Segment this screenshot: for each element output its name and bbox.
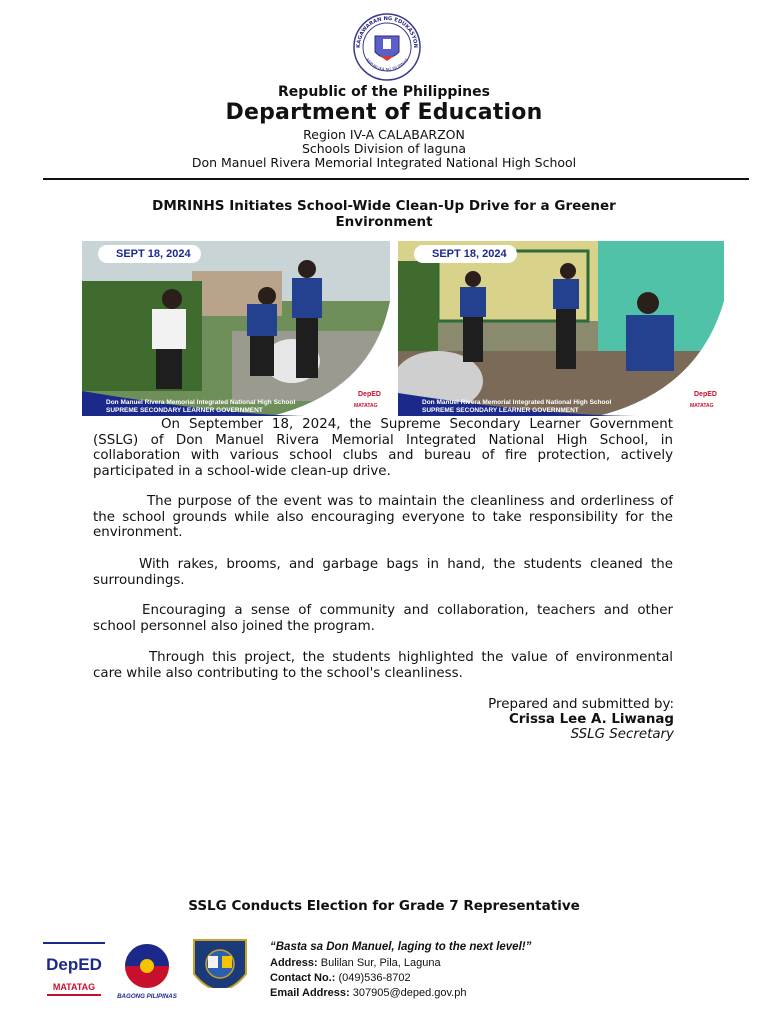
signer-name: Crissa Lee A. Liwanag	[508, 712, 674, 727]
photo2-caption-org: SUPREME SECONDARY LEARNER GOVERNMENT	[422, 407, 579, 414]
signer-position: SSLG Secretary	[570, 727, 674, 742]
division-line: Schools Division of laguna	[301, 141, 467, 156]
deped-matatag-logo	[43, 942, 105, 1002]
matatag-logo-text: MATATAG	[52, 982, 96, 992]
contact-value: (049)536-8702	[338, 972, 411, 984]
article-paragraph-4: Encouraging a sense of community and collaboration, teachers and other school personnel also joined the program.	[93, 603, 673, 634]
seal-text-top: KAGAWARAN NG EDUKASYON	[355, 15, 419, 49]
republic-line: Republic of the Philippines	[278, 84, 490, 100]
photo2-caption-school: Don Manuel Rivera Memorial Integrated National High School	[422, 399, 612, 406]
bagong-pilipinas-logo	[116, 942, 178, 1002]
date-badge-2: SEPT 18, 2024	[414, 245, 517, 263]
photo2-deped-logo: DepED	[694, 391, 717, 398]
deped-logo-text: DepED	[46, 955, 102, 974]
header-divider	[43, 178, 749, 180]
address-label: Address:	[270, 957, 318, 969]
article-paragraph-2: The purpose of the event was to maintain the cleanliness and orderliness of the school grounds while also encouraging everyone to take responsibility for the environment.	[93, 494, 673, 540]
school-crest-icon	[190, 934, 250, 1004]
photo1-matatag-logo: MATATAG	[354, 403, 378, 409]
cleanup-photo-2	[398, 241, 724, 416]
address-line	[270, 956, 441, 971]
seal-text-bottom: REPUBLIKA NG PILIPINAS	[364, 57, 410, 72]
school-motto: “Basta sa Don Manuel, laging to the next level!”	[270, 941, 532, 953]
photo1-caption-school: Don Manuel Rivera Memorial Integrated National High School	[106, 399, 296, 406]
contact-line	[270, 971, 411, 986]
article-paragraph-5: Through this project, the students highlighted the value of environmental care while also contributing to the school's cleanliness.	[93, 650, 673, 681]
email-label: Email Address:	[270, 987, 350, 999]
article-paragraph-1: On September 18, 2024, the Supreme Secondary Learner Government (SSLG) of Don Manuel Rivera Memorial Integrated National High School, in collaboration with various school clubs and bureau of fire protection, actively participated in a school-wide clean-up drive.	[93, 417, 673, 479]
cleanup-photo-1	[82, 241, 390, 416]
deped-seal-icon	[350, 12, 424, 82]
article-headline: DMRINHS Initiates School-Wide Clean-Up Drive for a Greener Environment	[152, 198, 616, 230]
school-line: Don Manuel Rivera Memorial Integrated National High School	[191, 155, 577, 170]
bagong-logo-text: BAGONG PILIPINAS	[117, 993, 177, 1000]
date-badge-1: SEPT 18, 2024	[98, 245, 201, 263]
region-line: Region IV-A CALABARZON	[303, 127, 465, 142]
cleanup-scene-1	[82, 241, 390, 416]
address-value: Bulilan Sur, Pila, Laguna	[320, 957, 441, 969]
cleanup-scene-2	[398, 241, 724, 416]
contact-label: Contact No.:	[270, 972, 336, 984]
photo1-deped-logo: DepED	[358, 391, 381, 398]
photo1-caption-org: SUPREME SECONDARY LEARNER GOVERNMENT	[106, 407, 263, 414]
email-value[interactable]: 307905@deped.gov.ph	[352, 987, 467, 999]
next-article-headline: SSLG Conducts Election for Grade 7 Representative	[188, 898, 580, 914]
email-line	[270, 986, 466, 1001]
article-paragraph-3: With rakes, brooms, and garbage bags in hand, the students cleaned the surroundings.	[93, 557, 673, 588]
department-title: Department of Education	[225, 100, 543, 125]
prepared-by-label: Prepared and submitted by:	[488, 697, 674, 712]
photo2-matatag-logo: MATATAG	[690, 403, 714, 409]
